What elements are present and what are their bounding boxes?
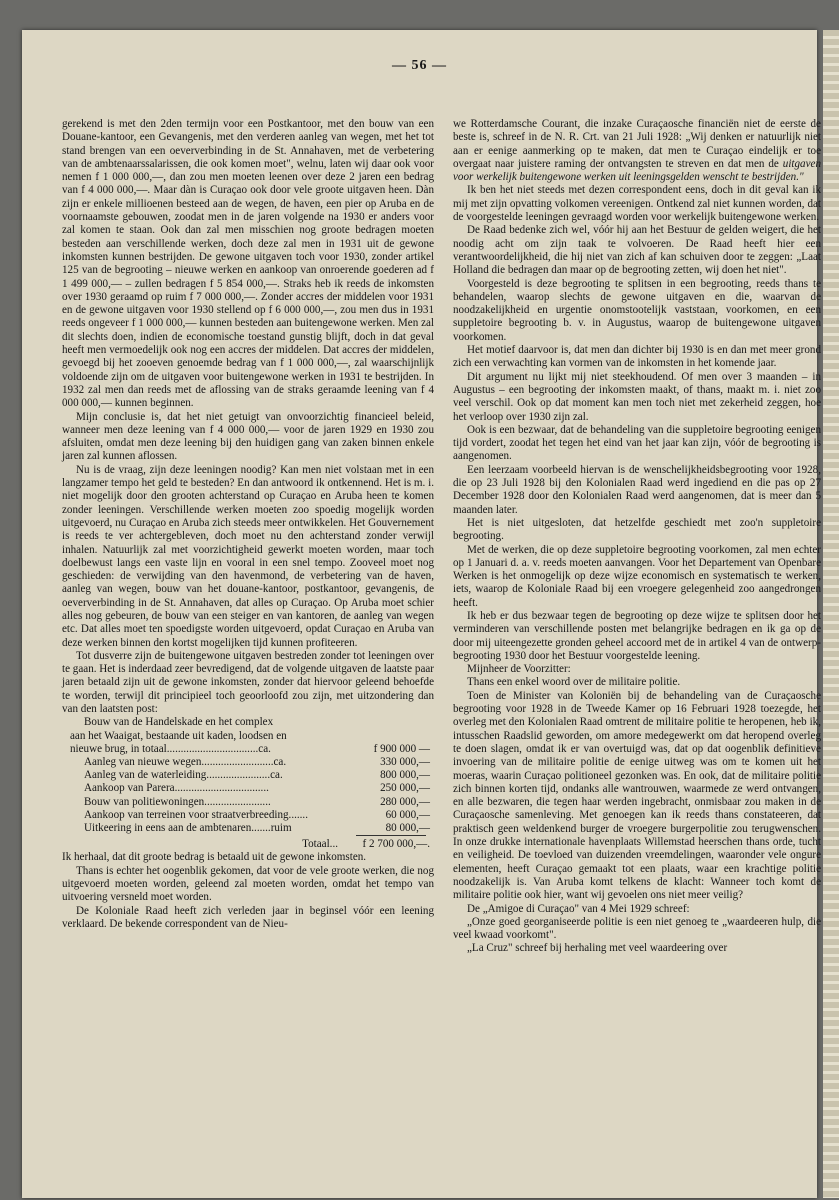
right-paragraph-17: „La Cruz" schreef bij herhaling met veel waardeering over xyxy=(467,942,728,955)
right-paragraph-4: Voorgesteld is deze begrooting te splitsen in een begrooting, reeds thans te behandelen, waarop slechts de gewone uitgaven en die, waarvan de noodzakelijkheid en urgentie onomstootelijk vaststaan, voorkomen, en een suppletoire begrooting b. v. in Augustus, waarop de buitengewone uitgaven voorkomen. xyxy=(453,277,821,343)
expense-list xyxy=(62,716,434,851)
right-paragraph-16: „Onze goed georganiseerde politie is een niet genoeg te „waardeeren hulp, die veel kwaad voorkomt". xyxy=(453,915,821,942)
expense-row: Bouw van politiewoningen........................ 280 000,— xyxy=(62,796,434,809)
expense-amount: 60 000,— xyxy=(385,808,430,821)
expense-label: Aankoop van terreinen voor straatverbreeding xyxy=(84,808,289,821)
expense-amount: 800 000,— xyxy=(380,769,430,782)
right-paragraph-9: Het is niet uitgesloten, dat hetzelfde geschiedt met zoo'n suppletoire begrooting. xyxy=(453,516,821,543)
expense-qualifier: ruim xyxy=(270,821,292,834)
left-paragraph-5: Ik herhaal, dat dit groote bedrag is betaald uit de gewone inkomsten. xyxy=(62,851,367,864)
right-paragraph-7: Ook is een bezwaar, dat de behandeling van die suppletoire begrooting eenigen tijd vordert, zoodat het tegen het eind van het jaar kan zijn, vóór de begrooting is aangenomen. xyxy=(453,423,821,463)
expense-intro-line-2: aan het Waaigat, bestaande uit kaden, loodsen en xyxy=(70,729,287,742)
left-column xyxy=(62,118,434,931)
expense-row: Aankoop van Parera.................................. 250 000,— xyxy=(62,782,434,795)
expense-label: Aanleg van de waterleiding xyxy=(84,769,207,782)
right-paragraph-1-italic: uitgaven voor werkelijk buitengewone werken uit leeningsgelden wenscht te bestrijden." xyxy=(453,157,821,184)
expense-amount: 280 000,— xyxy=(380,795,430,808)
expense-qualifier: ca. xyxy=(273,755,287,768)
expense-amount: 250 000,— xyxy=(380,782,430,795)
right-paragraph-13: Thans een enkel woord over de militaire politie. xyxy=(467,676,681,689)
expense-amount: f 900 000 — xyxy=(373,742,430,755)
right-paragraph-1 xyxy=(453,118,821,184)
expense-row: nieuwe brug, in totaal.................................ca. f 900 000 — xyxy=(62,743,434,756)
expense-intro-line-1: Bouw van de Handelskade en het complex xyxy=(84,716,274,729)
expense-total-row xyxy=(62,836,434,851)
left-paragraph-2: Mijn conclusie is, dat het niet getuigt van onvoorzichtig financieel beleid, wanneer men deze leening van f 4 000 000,— voor de jaren 1929 en 1930 zou afsluiten, omdat men deze leening bij den huidigen gang van zaken binnen enkele jaren zal kunnen aflossen. xyxy=(62,410,434,463)
right-paragraph-12: Mijnheer de Voorzitter: xyxy=(467,663,571,676)
expense-label: nieuwe brug, in totaal xyxy=(70,742,167,755)
left-paragraph-4: Tot dusverre zijn de buitengewone uitgaven bestreden zonder tot leeningen over te gaan. Het is inderdaad zeer bevredigend, dat de volgende uitgaven de laatste paar jaren betaald zijn uit de gewone inkomsten, zonder dat hiervoor geleend behoefde te worden, terwijl dit principieel toch geoorloofd zou zijn, met uitzondering dan van den laatsten post: xyxy=(62,649,434,716)
right-paragraph-2: Ik ben het niet steeds met dezen correspondent eens, doch in dit geval kan ik mij met zijn opvatting volkomen vereenigen. Ontkend zal niet kunnen worden, dat de voorgestelde leeningen gevraagd worden voor werkelijk buitengewone werken. xyxy=(453,184,821,224)
right-paragraph-11: Ik heb er dus bezwaar tegen de begrooting op deze wijze te splitsen door het verminderen van verschillende posten met belangrijke bedragen en ik ga op de door mij uiteengezette gronden geheel accoord met de in artikel 4 van de ontwerp-begrooting 1930 door het Bestuur voorgestelde leening. xyxy=(453,609,821,662)
page-edge-strip xyxy=(823,30,839,1198)
expense-row: Uitkeering in eens aan de ambtenaren.......ruim 80 000,— xyxy=(62,822,434,835)
expense-row: Aanleg van nieuwe wegen..........................ca. 330 000,— xyxy=(62,756,434,769)
left-paragraph-3: Nu is de vraag, zijn deze leeningen noodig? Kan men niet volstaan met in een langzamer tempo het geld te besteden? En dan antwoord ik ontkennend. Het is m. i. niet mogelijk door den grooten achterstand op Curaçao en Aruba heen te komen zonder leeningen. Verschillende werken moeten zoo spoedig mogelijk worden uitgevoerd, nu Curaçao en Aruba zich steeds meer ontwikkelen. Het Gouvernement is reeds te ver achtergebleven, doch moet nu den achterstand zonder verwijl inhalen. Natuurlijk zal met voorzichtigheid gewerkt moeten worden, maar toch doelbewust langs een vaste lijn en vooral in een snel tempo. Zooveel moet nog geschieden: de verwijding van den havenmond, de verbetering van de haven, aanleg van wegen, bouw van het douane-kantoor, postkantoor, gevangenis, de oeververbinding in de St. Annahaven, dat alles op Curaçao. Op Aruba moet schier alles nog gebeuren, de bouw van een steiger en van kantoren, de aanleg van wegen etc. Dat alles moet ten spoedigste worden uitgevoerd, opdat Curaçao en Aruba van deze werken binnen den kortst mogelijken tijd kunnen profiteeren. xyxy=(62,463,434,649)
expense-label: Uitkeering in eens aan de ambtenaren xyxy=(84,821,252,834)
expense-label: Aankoop van Parera xyxy=(84,782,175,795)
expense-amount: 80 000,— xyxy=(385,821,430,834)
left-paragraph-6: Thans is echter het oogenblik gekomen, dat voor de vele groote werken, die nog uitgevoerd moeten worden, geleend zal moeten worden, omdat het tempo van uitvoering versneld moet worden. xyxy=(62,864,434,904)
expense-qualifier: ca. xyxy=(258,742,271,755)
total-label: Totaal... xyxy=(302,838,338,851)
expense-row: Aankoop van terreinen voor straatverbreeding....... 60 000,— xyxy=(62,809,434,822)
left-paragraph-1: gerekend is met den 2den termijn voor een Postkantoor, met den bouw van een Douane-kantoor, een Gevangenis, met den verderen aanleg van wegen, met het tot stand brengen van een oeververbinding in de St. Annahaven, met de verbetering van de ambtenaarssalarissen, die ook komen moet", welnu, laten wij daar ook voor nemen f 1 000 000,—, dan zou men moeten leenen over deze 2 jaren een bedrag van f 4 000 000,—. Maar dàn is Curaçao ook door vele groote uitgaven heen. Dàn zijn er enkele millioenen besteed aan de wegen, de haven, een pier op Aruba en de voornaamste gebouwen, zoodat men in de jaren volgende na 1930 er anders voor zal komen te staan. Ook dan zal men misschien nog groote bedragen moeten besteden aan verschillende werken, doch deze zal men in 1931 uit de gewone inkomsten kunnen bestrijden. De gewone uitgaven toch voor 1930, zonder artikel 125 van de begrooting – nieuwe werken en aankoop van onroerende goederen ad f 1 499 000,— – zullen bedragen f 5 854 000,—. Straks heb ik reeds de inkomsten over 1930 geraamd op ruim f 7 000 000,—. Zonder accres der middelen voor 1931 en de gewone uitgaven voor 1930 stellend op f 6 000 000,—, zou men dus in 1931 reeds ongeveer f 1 000 000,— kunnen besteden aan buitengewone werken. Men zal dit slechts doen, indien de economische toestand gunstig blijft, doch in dat geval heeft men vermoedelijk ook nog een accres der middelen. Dat accres der middelen, gevoegd bij het zooeven genoemde bedrag van f 1 000 000,—, zal waarschijnlijk voldoende zijn om de uitgaven voor buitengewone werken in 1931 te bestrijden. In 1932 zal men dan reeds met de aflossing van de straks geraamde leening van f 4 000 000,— kunnen beginnen. xyxy=(62,118,434,410)
right-paragraph-10: Met de werken, die op deze suppletoire begrooting voorkomen, zal men echter op 1 Januari d. a. v. reeds moeten aanvangen. Voor het Departement van Openbare Werken is het onmogelijk op deze wijze economisch en systematisch te werken, iets, waarop de Koloniale Raad bij een vroegere gelegenheid zoo aangedrongen heeft. xyxy=(453,543,821,609)
left-paragraph-7: De Koloniale Raad heeft zich verleden jaar in beginsel vóór een leening verklaard. De bekende correspondent van de Nieu- xyxy=(62,904,434,930)
right-paragraph-15: De „Amigoe di Curaçao" van 4 Mei 1929 schreef: xyxy=(467,902,690,915)
right-paragraph-6: Dit argument nu lijkt mij niet steekhoudend. Of men over 3 maanden – in Augustus – een begrooting der inkomsten maakt, of thans, maakt m. i. niet zoo veel verschil. Ook op dat moment kan men toch niet met zekerheid zeggen, hoe het verloop over 1930 zijn zal. xyxy=(453,370,821,423)
right-paragraph-1-text: we Rotterdamsche Courant, die inzake Curaçaosche financiën niet de eerste de beste is, schreef in de N. R. Crt. van 21 Juli 1928: „Wij denken er natuurlijk niet aan er eenige aanmerking op te maken, dat men te Curaçao eindelijk er toe overgaat naar juistere raming der ontvangsten te streven en dat men de xyxy=(453,118,821,170)
right-paragraph-5: Het motief daarvoor is, dat men dan dichter bij 1930 is en dan met meer grond zich een verwachting kan vormen van de inkomsten in het komende jaar. xyxy=(453,344,821,370)
expense-label: Aanleg van nieuwe wegen xyxy=(84,755,202,768)
total-amount: f 2 700 000,—. xyxy=(362,838,430,851)
page-number: — 56 — xyxy=(392,58,447,73)
right-paragraph-14: Toen de Minister van Koloniën bij de behandeling van de Curaçaosche begrooting voor 1928 in de Tweede Kamer op 16 Februari 1928 toezegde, het overleg met den Kolonialen Raad omtrent de militaire politie te heropenen, heb ik, intusschen Raadslid geworden, om amore medegewerkt om dat heropend overleg te doen slagen, omdat ik er van overtuigd was, dat op dat oogenblik definitieve invoering van de militaire politie de eenige uitweg was om te komen uit het moeras, waarin Curaçao politioneel gezonken was. En ook, dat de militaire politie zich binnen korten tijd, ondanks alle wantrouwen, waarmede ze werd ontvangen, en alle bezwaren, die tegen haar werden ingebracht, onmisbaar zou maken in de Curaçaosche samenleving. Met genoegen kan ik reeds thans constateeren, dat praktisch geen weldenkend burger de vroegere burgerpolitie zou terugwenschen. In onze drukke internationale havenplaats Willemstad heerschen thans orde, tucht en veiligheid. De toevloed van duizenden vreemdelingen, waaronder vele ongure elementen, heeft Curaçao gemaakt tot een plaats, waar een krachtige politie noodzakelijk is. Van Aruba komt telkens de klacht: Wanneer toch komt de militaire politie ook hier, want wij gevoelen ons niet meer veilig? xyxy=(453,689,821,902)
expense-row: Aanleg van de waterleiding.......................ca. 800 000,— xyxy=(62,769,434,782)
expense-qualifier: ca. xyxy=(270,769,283,782)
right-column xyxy=(453,118,821,956)
right-paragraph-3: De Raad bedenke zich wel, vóór hij aan het Bestuur de gelden weigert, die het noodig acht om zijn taak te volvoeren. De Raad heeft hier een verantwoordelijkheid, die hij niet van zich af kan schuiven door te zeggen: „Laat Holland die bedragen dan maar op de begrooting zetten, wij doen het niet". xyxy=(453,224,821,277)
expense-amount: 330 000,— xyxy=(380,755,430,768)
expense-label: Bouw van politiewoningen xyxy=(84,795,205,808)
right-paragraph-8: Een leerzaam voorbeeld hiervan is de wenschelijkheidsbegrooting voor 1928, die op 23 Juli 1928 bij den Kolonialen Raad werd ingediend en die pas op 27 December 1928 door den Kolonialen Raad werd aangenomen, dat is meer dan 5 maanden later. xyxy=(453,463,821,516)
